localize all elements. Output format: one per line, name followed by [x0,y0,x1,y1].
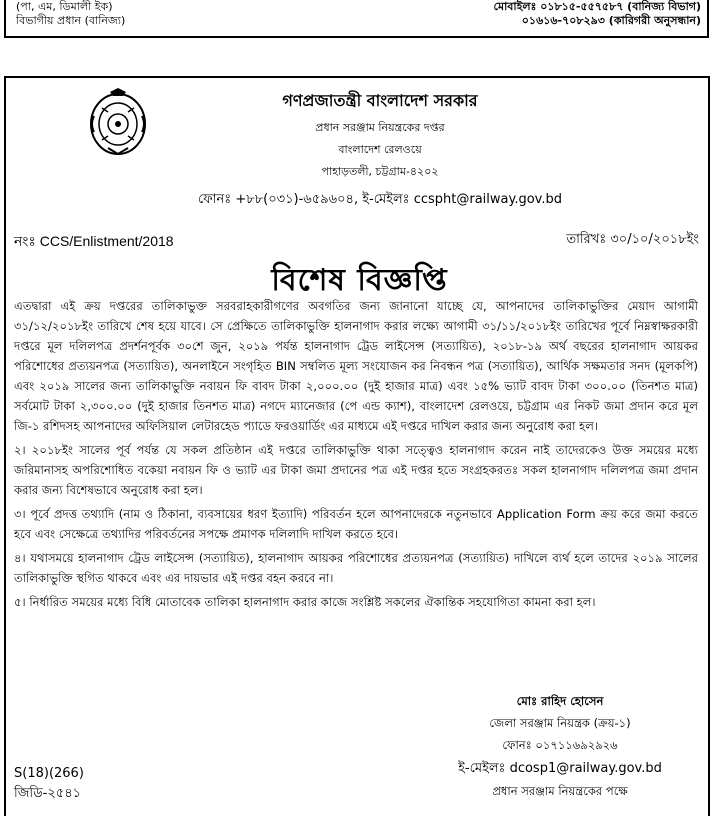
signatory-behalf: প্রধান সরঞ্জাম নিয়ন্ত্রকের পক্ষে [492,784,628,798]
signatory-name: মোঃ রাহিদ হোসেন [516,694,604,708]
previous-notice-strip [0,0,719,40]
notice-date: তারিখঃ ৩০/১০/২০১৮ইং [566,232,699,247]
office-address: পাহাড়তলী, চট্টগ্রাম-৪২০২ [321,165,439,178]
paragraph-2: ২। ২০১৮ইং সালের পূর্ব পর্যন্ত যে সকল প্রতিষ্ঠান এই দপ্তরে তালিকাভুক্তি থাকা সত্ত্বেও হালনাগাদ করেন নাই তাদেরকেও উক্ত সময়ের মধ্যে জরিমানাসহ অপরিশোধিত বকেয়া নবায়ন ফি ও ভ্যাট এর টাকা জমা প্রদানের পত্র এই দপ্তর হতে সংগ্রহকরতঃ সকল হালনাগাদ দলিলপত্র জমা প্রদান করার জন্য বিশেষভাবে অনুরোধ করা হল। [14,443,698,497]
signatory-phone: ফোনঃ ০১৭১১৬৯২৯২৬ [502,738,618,752]
office-contact: ফোনঃ +৮৮(০৩১)-৬৫৯৬০৪, ই-মেইলঃ ccspht@railway.gov.bd [198,192,562,207]
footer-dfp: জিডি-২৫৪১ [14,786,82,801]
paragraph-5: ৫। নির্ধারিত সময়ের মধ্যে বিধি মোতাবেক তালিকা হালনাগাদ করার কাজে সংশ্লিষ্ট সকলের ঐকান্তিক সহযোগিতা কামনা করা হল। [14,595,596,609]
top-right-line1: মোবাইলঃ ০১৮১৫-৫৫৭৫৮৭ (বানিজ্য বিভাগ) [493,0,701,13]
top-right-line2: ০১৬১৬-৭০৮২৯৩ (কারিগরী অনুসন্ধান) [521,14,701,27]
top-left-line2: বিভাগীয় প্রধান (বানিজ্য) [16,14,126,27]
signatory-email: ই-মেইলঃ dcosp1@railway.gov.bd [458,761,662,776]
notice-body [14,296,698,616]
top-left-line1: (পা, এম, ডিমালী ইক) [16,0,113,13]
paragraph-1: এতদ্বারা এই ক্রয় দপ্তরের তালিকাভুক্ত সরবরাহকারীগণের অবগতির জন্য জানানো যাচ্ছে যে, আপনাদের তালিকাভুক্তির মেয়াদ আগামী ৩১/১২/২০১৮ইং তারিখে শেষ হয়ে যাবে। সে প্রেক্ষিতে তালিকাভুক্তি হালনাগাদ করার লক্ষ্যে আগামী ৩১/১১/২০১৮ইং তারিখের পূর্বে নিম্নস্বাক্ষরকারী দপ্তরে মূল দলিলপত্র প্রদর্শনপূর্বক ৩০শে জুন, ২০১৯ পর্যন্ত হালনাগাদ ট্রেড লাইসেন্স (সত্যায়িত), ২০১৮-১৯ অর্থ বছরের হালনাগাদ আয়কর পরিশোধের প্রত্যয়নপত্র (সত্যায়িত), অনলাইনে সংগৃহিত BIN সম্বলিত মূল্য সংযোজন কর নিবন্ধন পত্র (সত্যায়িত), আর্থিক সক্ষমতার সনদ (মূলকপি) এবং ২০১৯ সালের জন্য তালিকাভুক্তি নবায়ন ফি বাবদ টাকা ২,০০০.০০ (দুই হাজার মাত্র) এবং ১৫% ভ্যাট বাবদ টাকা ৩০০.০০ (তিনশত মাত্র) সর্বমোট টাকা ২,৩০০.০০ (দুই হাজার তিনশত মাত্র) নগদে ম্যানেজার (পে এন্ড ক্যাশ), বাংলাদেশ রেলওয়ে, চট্টগ্রাম এর নিকট জমা প্রদান করে মূল জি-১ রশিদসহ আপনাদের অফিসিয়াল লেটারহেড প্যাডে ফরওয়ার্ডিং এর মাধ্যমে এই দপ্তরে দাখিল করার জন্য অনুরোধ করা হল। [14,299,698,433]
paragraph-3: ৩। পূর্বে প্রদত্ত তথ্যাদি (নাম ও ঠিকানা, ব্যবসায়ের ধরণ ইত্যাদি) পরিবর্তন হলে আপনাদেরকে নতুনভাবে Application Form ক্রয় করে জমা করতে হবে এবং সেক্ষেত্রে তথ্যাদির পরিবর্তনের সপক্ষে প্রমাণক দলিলাদি দাখিল করতে হবে। [14,507,698,541]
footer-code: S(18)(266) [14,766,84,781]
paragraph-4: ৪। যথাসময়ে হালনাগাদ ট্রেড লাইসেন্স (সত্যায়িত), হালনাগাদ আয়কর পরিশোধের প্রত্যয়নপত্র (সত্যায়িত) দাখিলে ব্যর্থ হলে তাদের ২০১৯ সালের তালিকাভুক্তি স্থগিত থাকবে এবং এর দায়ভার এই দপ্তর বহন করবে না। [14,551,698,585]
reference-number: নংঃ CCS/Enlistment/2018 [14,233,174,249]
signatory-designation: জেলা সরঞ্জাম নিয়ন্ত্রক (ক্রয়-১) [489,716,631,730]
office-name: প্রধান সরঞ্জাম নিয়ন্ত্রকের দপ্তর [315,121,445,134]
government-title: গণপ্রজাতন্ত্রী বাংলাদেশ সরকার [282,91,478,110]
organization-name: বাংলাদেশ রেলওয়ে [338,143,422,156]
bangladesh-railway-emblem-icon [88,86,148,158]
notice-title: বিশেষ বিজ্ঞপ্তি [271,263,448,298]
